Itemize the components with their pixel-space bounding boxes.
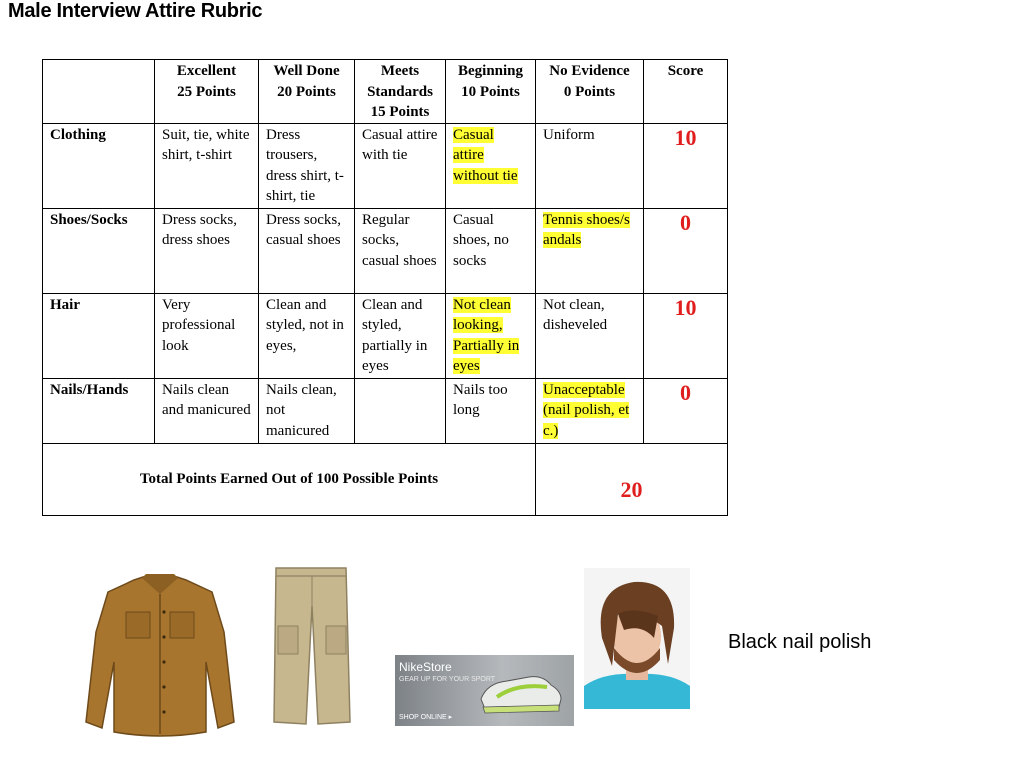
shirt-image [82, 572, 238, 742]
cell: Nails too long [446, 378, 536, 443]
table-row [43, 293, 728, 378]
cell: Nails clean, not manicured [259, 378, 355, 443]
long-hair-photo [584, 568, 690, 709]
cell: Dress trousers, dress shirt, t-shirt, tie [259, 123, 355, 208]
row-label-shoes-socks: Shoes/Socks [43, 208, 155, 293]
total-label: Total Points Earned Out of 100 Possible Points [43, 443, 536, 515]
header-cell-excellent: Excellent 25 Points [155, 60, 259, 124]
row-label-hair: Hair [43, 293, 155, 378]
header-cell-meets-standards: Meets Standards 15 Points [355, 60, 446, 124]
header-cell-score: Score [644, 60, 728, 124]
total-row [43, 443, 728, 515]
cell: Clean and styled, partially in eyes [355, 293, 446, 378]
ad-cta: SHOP ONLINE ▸ [399, 714, 453, 721]
cell-highlighted: Not clean looking, Partially in eyes [446, 293, 536, 378]
cell: Suit, tie, white shirt, t-shirt [155, 123, 259, 208]
nike-store-ad [395, 655, 574, 726]
cell-highlighted: Tennis shoes/sandals [536, 208, 644, 293]
table-row [43, 123, 728, 208]
score-value: 10 [644, 123, 728, 208]
sneaker-icon [477, 669, 565, 715]
score-value: 0 [644, 208, 728, 293]
row-label-nails-hands: Nails/Hands [43, 378, 155, 443]
header-cell-well-done: Well Done 20 Points [259, 60, 355, 124]
cell: Casual attire with tie [355, 123, 446, 208]
score-value: 0 [644, 378, 728, 443]
cell: Not clean, disheveled [536, 293, 644, 378]
cell: Nails clean and manicured [155, 378, 259, 443]
cell [355, 378, 446, 443]
score-value: 10 [644, 293, 728, 378]
table-row [43, 208, 728, 293]
caption-black-nail-polish: Black nail polish [728, 631, 872, 653]
cell: Very professional look [155, 293, 259, 378]
page-title: Male Interview Attire Rubric [8, 0, 263, 22]
cell: Casual shoes, no socks [446, 208, 536, 293]
header-cell-no-evidence: No Evidence 0 Points [536, 60, 644, 124]
header-cell-beginning: Beginning 10 Points [446, 60, 536, 124]
total-value: 20 [536, 443, 728, 515]
pants-image [268, 566, 354, 726]
ad-tagline: GEAR UP FOR YOUR SPORT [399, 676, 496, 683]
cell: Clean and styled, not in eyes, [259, 293, 355, 378]
rubric-table [42, 59, 728, 516]
ad-brand: NikeStore [399, 660, 452, 674]
cell: Dress socks, dress shoes [155, 208, 259, 293]
cell: Regular socks, casual shoes [355, 208, 446, 293]
cell: Uniform [536, 123, 644, 208]
cell: Dress socks, casual shoes [259, 208, 355, 293]
cell-highlighted: Casual attire without tie [446, 123, 536, 208]
header-cell-blank [43, 60, 155, 124]
row-label-clothing: Clothing [43, 123, 155, 208]
table-row [43, 378, 728, 443]
cell-highlighted: Unacceptable (nail polish, etc.) [536, 378, 644, 443]
header-row [43, 60, 728, 124]
